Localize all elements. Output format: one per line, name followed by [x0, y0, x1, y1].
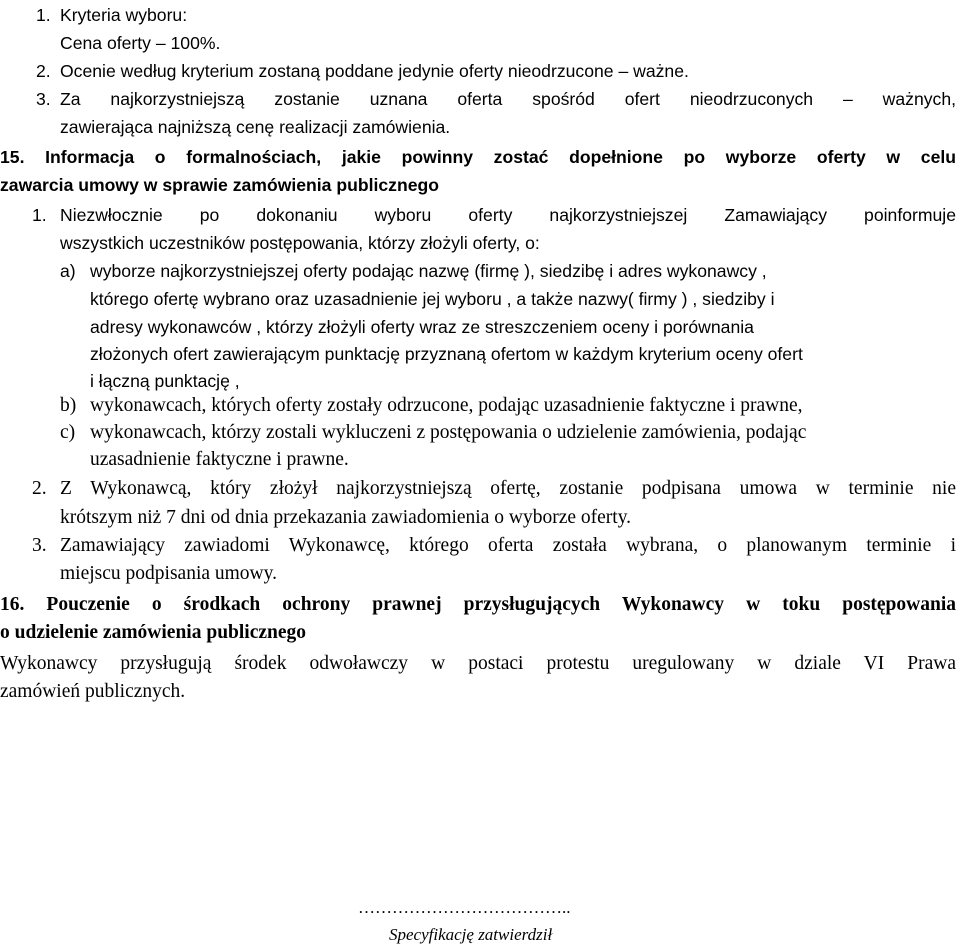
sub-label: a) [60, 261, 76, 281]
list-number: 3. [36, 89, 51, 109]
document-page: 1. Kryteria wyboru: Cena oferty – 100%. 2. Ocenie według kryterium zostaną poddane jedynie oferty nieodrzucone – ważne. 3. Za najkorzystniejszą zostanie uznana oferta spośród ofert nieodrzuconych – ważnych, zawierająca najniższą cenę realizacji zamówienia. 15. Informacja o formalnościach, jakie powinny zostać dopełnione po wyborze oferty w celu zawarcia umowy w sprawie zamówienia publicznego 1. Niezwłocznie po dokonaniu wyboru oferty najkorzystniejszej Zamawiający poinformuje wszystkich uczestników postępowania, którzy złożyli oferty, o: a) wyborze najkorzystniejszej oferty podając nazwę (firmę ), siedzibę i adres wykonawcy , którego ofertę wybrano oraz uzasadnienie jej wyboru , a także nazwy( firmy ) , siedziby i adresy wykonawców , którzy złożyli oferty wraz ze streszczeniem oceny i porównania złożonych ofert zawierającym punktację przyznaną ofertom w każdym kryterium oceny ofert i łączną punktację , b) wykonawcach, których oferty zostały odrzucone, podając uzasadnienie faktyczne i prawne, c) wykonawcach, którzy zostali wykluczeni z postępowania o udzielenie zamówienia, podając uzasadnienie faktyczne i prawne. 2. Z Wykonawcą, który złożył najkorzystniejszą ofertę, zostanie podpisana umowa w terminie nie krótszym niż 7 dni od dnia przekazania zawiadomienia o wyborze oferty. 3. Zamawiający zawiadomi Wykonawcę, którego oferta została wybrana, o planowanym terminie i miejscu podpisania umowy. 16. Pouczenie o środkach ochrony prawnej przysługujących Wykonawcy w toku postępowania o udzielenie zamówienia publicznego Wykonawcy przysługują środek odwoławczy w postaci protestu uregulowany w dziale VI Prawa zamówień publicznych. ……………………………….. Specyfikację zatwierdził [0, 0, 960, 948]
list-text: Ocenie według kryterium zostaną poddane jedynie oferty nieodrzucone – ważne. [60, 61, 689, 81]
list-number: 3. [32, 535, 47, 556]
list-text: Za najkorzystniejszą zostanie uznana oferta spośród ofert nieodrzuconych – ważnych, [60, 89, 956, 109]
signature-caption: Specyfikację zatwierdził [389, 925, 553, 944]
list-number: 1. [36, 5, 51, 25]
signature-line: ……………………………….. [358, 898, 571, 917]
sub-label: b) [60, 395, 77, 416]
list-number: 2. [36, 61, 51, 81]
list-number: 1. [32, 205, 47, 225]
sub-label: c) [60, 422, 76, 443]
criteria-label: Kryteria wyboru: [60, 5, 188, 25]
list-number: 2. [32, 478, 47, 499]
